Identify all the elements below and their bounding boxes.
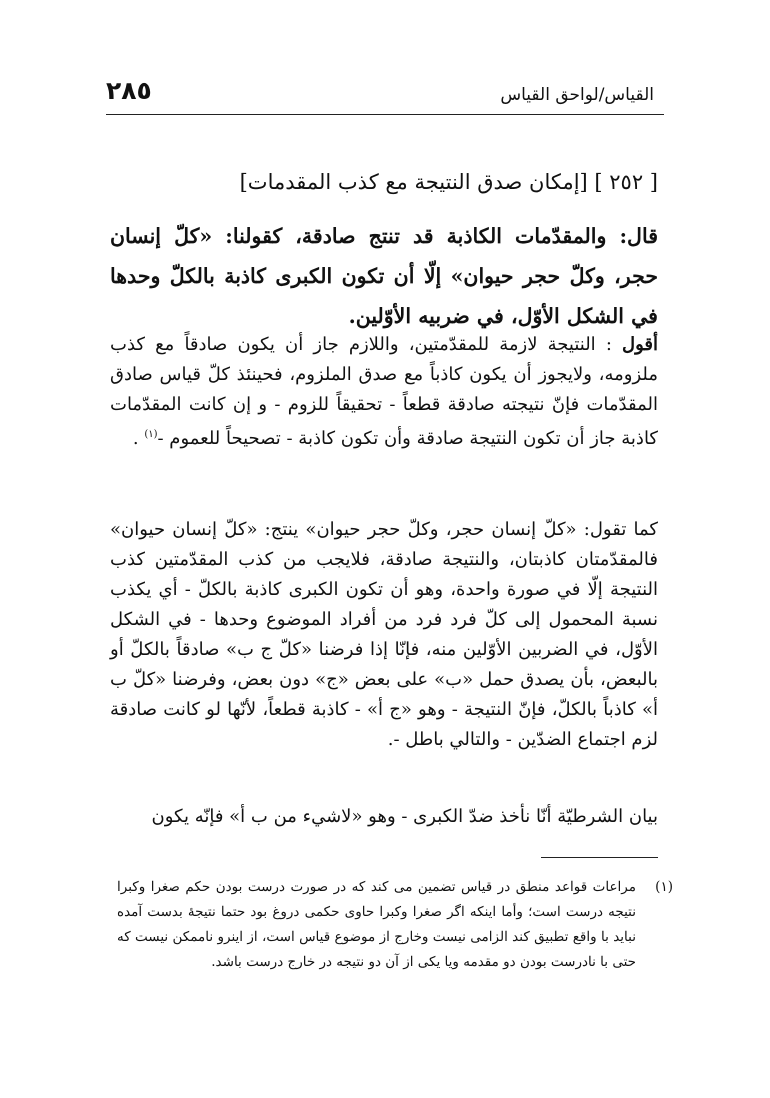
page-number: ٢٨٥ [106,76,152,105]
footnote-divider [541,857,658,858]
footnote-reference[interactable]: (١) [144,429,158,440]
explanation-line: بيان الشرطيّة أنّا نأخذ ضدّ الكبرى - وهو «لاشيء من ب أ» فإنّه يكون [151,806,658,827]
commentary-paragraph [110,330,658,454]
footnote-text: مراعات قواعد منطق در قياس تضمين مى كند كه در صورت درست بودن حكم صغرا وكبرا نتيجه درست است؛ وأما اينكه اگر صغرا وكبرا حاوى حكمى دروغ بود حتما نتيجهٔ بدست آمده نبايد با واقع تطبيق كند الزامى نيست وخارج از موضوع قياس است، از اينرو ناممكن نيست كه حتى با نادرست بودن دو مقدمه ويا يكى از آن دو نتيجه در خارج درست باشد. [117,879,636,970]
matn-paragraph [110,216,658,336]
running-header-title: القياس/لواحق القياس [500,85,654,105]
footnote-number: (١) [655,879,673,895]
aqul-label: أقول [622,334,658,355]
header-divider [106,114,664,115]
matn-text: والمقدّمات الكاذبة قد تنتج صادقة، كقولنا: «كلّ إنسان حجر، وكلّ حجر حيوان» إلّا أن تكون الكبرى كاذبة بالكلّ وحدها في الشكل الأوّل، في ضربيه الأوّلين. [110,224,658,328]
commentary-text: : النتيجة لازمة للمقدّمتين، واللازم جاز أن يكون صادقاً مع كذب ملزومه، ولايجوز أن يكون كاذباً مع صدق الملزوم، فحينئذ كلّ قياس صادق المقدّمات فإنّ نتيجته صادقة قطعاً - تحقيقاً للزوم - و إن كانت المقدّمات كاذبة جاز أن تكون النتيجة صادقة وأن تكون كاذبة - تصحيحاً للعموم - [110,334,658,449]
footnote [117,875,673,975]
qala-label: قال: [619,224,658,248]
example-paragraph: كما تقول: «كلّ إنسان حجر، وكلّ حجر حيوان» ينتج: «كلّ إنسان حيوان» فالمقدّمتان كاذبتان، والنتيجة صادقة، فلايجب من كذب المقدّمتين كذب النتيجة إلّا في صورة واحدة، وهو أن تكون الكبرى كاذبة بالكلّ - أي يكذب نسبة المحمول إلى كلّ فرد فرد من أفراد الموضوع وحدها - في الشكل الأوّل، في الضربين الأوّلين منه، فإنّا إذا فرضنا «كلّ ج ب» صادقاً بالكلّ أو بالبعض، بأن يصدق حمل «ب» على بعض «ج» دون بعض، وفرضنا «كلّ ب أ» كاذباً بالكلّ، فإنّ النتيجة - وهو «ج أ» - كاذبة قطعاً، لأنّها لو كانت صادقة لزم اجتماع الضدّين - والتالي باطل -. [110,519,658,750]
section-heading: [ ٢٥٢ ] [إمكان صدق النتيجة مع كذب المقدمات] [239,170,658,194]
commentary-end: . [132,428,145,449]
